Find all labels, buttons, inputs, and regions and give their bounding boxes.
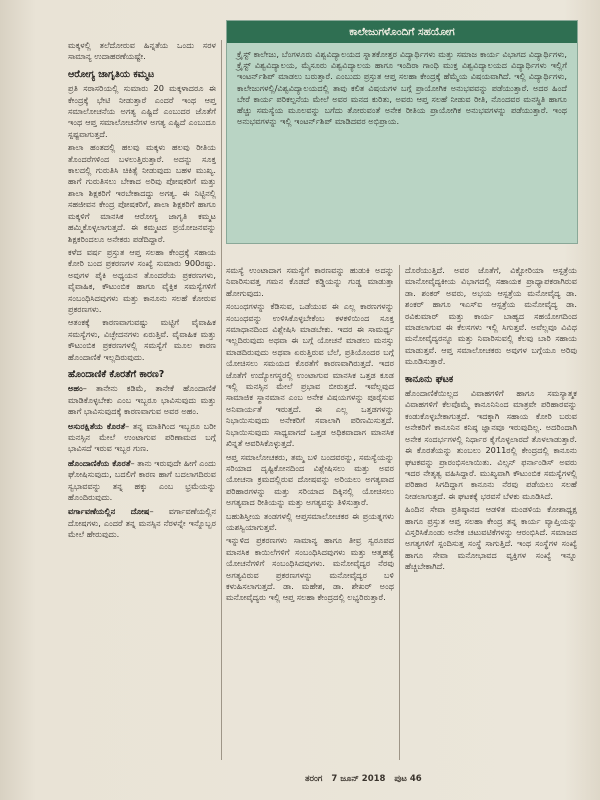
bullet-text: – ತನ್ನ ಮಾತಿಗಿಂದ ಇಬ್ಬರೂ ಬರೀ ಮನಸ್ಸಿನ ಮೇಲೆ ಉಂಟಾಗುವ ಪರಿಣಾಮದ ಬಗ್ಗೆ ಭಾವಿಸದೆ ಇರುವ ಇಬ್ಬರ ಗುಣ. (68, 420, 216, 454)
bullet-text: – ತಾನು ಇರುವುದೇ ಹೀಗೆ ಎಂದು ಘೋಷಿಸುವುದು, ಬದಲಿಗೆ ಕಾರಣ ಹಾಗೆ ಬದಲಾಗದಿರುವ ಸ್ವಭಾವವನ್ನು ತನ್ನ ಹಕ್ಕು ಎಂಬ ಭ್ರಮೆಯನ್ನು ಹೊಂದಿರುವುದು. (68, 457, 216, 503)
bullet-head: ಹೊಂದಾಣಿಕೆಯ ಕೊರತೆ (68, 457, 131, 468)
paragraph: ಪ್ರತಿ ಸರಾಸರಿಯಲ್ಲಿ ಸುಮಾರು 20 ಮಕ್ಕಳಾದರೂ ಈ ಕೇಂದ್ರಕ್ಕೆ ಭೇಟಿ ನೀಡುತ್ತಾರೆ ಎಂದರೆ ಇಂಥ ಆಪ್ತ ಸಮಾಲೋಚನೆಯ ಅಗತ್ಯ ಎಷ್ಟಿದೆ ಎಂಬುದರ ಜೊತೆಗೆ ಇಂಥ ಆಪ್ತ ಸಮಾಲೋಚನೆಗಳ ಅಗತ್ಯ ಎಷ್ಟಿದೆ ಎಂಬುದೂ ಸ್ಪಷ್ಟವಾಗುತ್ತದೆ. (68, 83, 216, 139)
bullet-head: ವರ್ಗಾವಣೆಯಲ್ಲಿನ ದೋಷ (68, 506, 150, 517)
paragraph: ಇನ್ನುಳಿದ ಪ್ರಕರಣಗಳು ಸಾಮಾನ್ಯ ಹಾಗೂ ತೀವ್ರ ಸ್ವರೂಪದ ಮಾನಸಿಕ ಕಾಯಿಲೆಗಳಿಗೆ ಸಂಬಂಧಿಸಿದವುಗಳು ಮತ್ತು ಆತ್ಮಹತ್ಯೆ ಯೋಚನೆಗಳಿಗೆ ಸಂಬಂಧಿಸಿದವುಗಳು. ಮನೋವೈದ್ಯರ ನೆರವು ಅಗತ್ಯವಿರುವ ಪ್ರಕರಣಗಳನ್ನು ಮನೋವೈದ್ಯರ ಬಳಿ ಕಳುಹಿಸಲಾಗುತ್ತದೆ. ಡಾ. ಮಹೇಶ, ಡಾ. ಶೇಖರ್ ಅಂಥ ಮನೋವೈದ್ಯರು ಇಲ್ಲಿ ಆಪ್ತ ಸಲಹಾ ಕೇಂದ್ರದಲ್ಲಿ ಲಭ್ಯರಿರುತ್ತಾರೆ. (226, 535, 394, 603)
column-divider (221, 40, 222, 760)
paragraph: ಆತಂಕಕ್ಕೆ ಕಾರಣವಾಗುವಷ್ಟು ಮಟ್ಟಿಗೆ ವೈವಾಹಿಕ ಸಮಸ್ಯೆಗಳು, ವಿಚ್ಛೇದನಗಳು ಏರುತ್ತಿವೆ. ವೈವಾಹಿಕ ಮತ್ತು ಕೌಟುಂಬಿಕ ಪ್ರಕರಣಗಳಲ್ಲಿ ಸಮಸ್ಯೆಗೆ ಮೂಲ ಕಾರಣ ಹೊಂದಾಣಿಕೆ ಇಲ್ಲದಿರುವುದು. (68, 317, 216, 362)
paragraph: ದೊರೆಯುತ್ತಿದೆ. ಅವರ ಜೊತೆಗೆ, ವಿಕ್ಟೋರಿಯಾ ಆಸ್ಪತ್ರೆಯ ಮಾನೋವೈದ್ಯಕೀಯ ವಿಭಾಗದಲ್ಲಿ ಸಹಾಯಕ ಪ್ರಾಧ್ಯಾಪಕರಾಗಿರುವ ಡಾ. ಶಂಕರ್ ಅವರು, ಅಭಯ ಆಸ್ಪತ್ರೆಯ ಮನೋವೈದ್ಯ ಡಾ. ಶಂಕರ್ ಹಾಗೂ ಇಎಸ್‌ಐ ಆಸ್ಪತ್ರೆಯ ಮನೋವೈದ್ಯ ಡಾ. ರವಿಕುಮಾರ್ ಮತ್ತು ಕಾರ್ಯ ಬಾಹ್ಯದ ಸಹಯೋಗದಿಂದ ಮಾಡಲಾಗುವ ಈ ಕೆಲಸಗಳು ಇಲ್ಲಿ ಸಿಗುತ್ತವೆ. ಅವೆಲ್ಲವೂ ವಿವಿಧ ಮನೋವೈದ್ಯರನ್ನೂ ಮತ್ತು ನಿವಾರಿಸುವಲ್ಲಿ ಕೆಲವು ಬಾರಿ ಸಹಾಯ ಮಾಡುತ್ತವೆ. ಆಪ್ತ ಸಮಾಲೋಚಕರು ಅವುಗಳ ಬಗ್ಗೆಯೂ ಅರಿವು ಮೂಡಿಸುತ್ತಾರೆ. (405, 265, 577, 367)
paragraph: ಶಾಲಾ ಹಂತದಲ್ಲಿ ಹಲವು ಮಕ್ಕಳು ಹಲವು ರೀತಿಯ ತೊಂದರೆಗಳಿಂದ ಬಳಲುತ್ತಿರುತ್ತಾರೆ. ಅದನ್ನು ಸೂಕ್ತ ಕಾಲದಲ್ಲಿ ಗುರುತಿಸಿ ಚಿಕಿತ್ಸೆ ನೀಡುವುದು ಬಹಳ ಮುಖ್ಯ. ಹಾಗೆ ಗುರುತಿಸಲು ಬೇಕಾದ ಅರಿವು ಪೋಷಕರಿಗೆ ಮತ್ತು ಶಾಲಾ ಶಿಕ್ಷಕರಿಗೆ ಇರಬೇಕಾದದ್ದು ಅಗತ್ಯ. ಈ ನಿಟ್ಟಿನಲ್ಲಿ ಸಹಜೀವನ ಕೇಂದ್ರ ಪೋಷಕರಿಗೆ, ಶಾಲಾ ಶಿಕ್ಷಕರಿಗೆ ಹಾಗೂ ಮಕ್ಕಳಿಗೆ ಮಾನಸಿಕ ಆರೋಗ್ಯ ಜಾಗೃತಿ ಕಮ್ಮಟ ಹಮ್ಮಿಕೊಳ್ಳಲಾಗುತ್ತದೆ. ಈ ಕಮ್ಮಟದ ಪ್ರಯೋಜನವನ್ನು ಶಿಕ್ಷಕರಿಂದಲೂ ಅನೇಕರು ಪಡೆದಿದ್ದಾರೆ. (68, 142, 216, 244)
column-left (68, 40, 216, 544)
bullet-item (68, 458, 216, 504)
paragraph: ಹೊಂದಾಣಿಕೆಯಿಲ್ಲದ ವಿವಾಹಗಳಿಗೆ ಹಾಗೂ ಸಮಸ್ಯಾತ್ಮಕ ವಿವಾಹಗಳಿಗೆ ಕೆಲವೊಮ್ಮೆ ಕಾನೂನಿನಿಂದ ಮಾತ್ರವೇ ಪರಿಹಾರವನ್ನು ಕಂಡುಕೊಳ್ಳಬೇಕಾಗುತ್ತದೆ. ಇದಕ್ಕಾಗಿ ಸಹಾಯ ಕೋರಿ ಬರುವ ಅನೇಕರಿಗೆ ಕಾನೂನಿನ ಕನಿಷ್ಠ ಜ್ಞಾನವೂ ಇರುವುದಿಲ್ಲ. ಅದರಿಂದಾಗಿ ಅನೇಕ ಸಂದರ್ಭಗಳಲ್ಲಿ ನಿರ್ಧಾರ ಕೈಗೊಳ್ಳಲಾರದೆ ತೊಳಲಾಡುತ್ತಾರೆ. ಈ ಕೊರತೆಯನ್ನು ತುಂಬಲು 2011ರಲ್ಲಿ ಕೇಂದ್ರದಲ್ಲಿ ಕಾನೂನು ಘಟಕವನ್ನು ಪ್ರಾರಂಭಿಸಲಾಯಿತು. ವಿಲ್ಸನ್ ಫರ್ನಾಂಡಿಸ್ ಅವರು ಇದರ ನೇತೃತ್ವ ವಹಿಸಿದ್ದಾರೆ. ಮುಖ್ಯವಾಗಿ ಕೌಟುಂಬಿಕ ಸಮಸ್ಯೆಗಳಲ್ಲಿ ಪರಿಹಾರ ಸಿಗದಿದ್ದಾಗ ಕಾನೂನು ನೆರವು ಪಡೆಯಲು ಸಲಹೆ ನೀಡಲಾಗುತ್ತದೆ. ಈ ಘಟಕಕ್ಕೆ ಭರವಸೆ ಬೆಳಕು ಮೂಡಿಸಿದೆ. (405, 388, 577, 501)
box-text: ಕ್ರೈಸ್ಟ್ ಕಾಲೇಜು, ಬೆಂಗಳೂರು ವಿಶ್ವವಿದ್ಯಾಲಯದ ಸ್ನಾತಕೋತ್ತರ ವಿದ್ಯಾರ್ಥಿಗಳು ಮತ್ತು ಸಮಾಜ ಕಾರ್ಯ ವಿಭಾಗದ ವಿದ್ಯಾರ್ಥಿಗಳು, ಕ್ರೈಸ್ಟ್ ವಿಶ್ವವಿದ್ಯಾಲಯ, ಮೈಸೂರು ವಿಶ್ವವಿದ್ಯಾಲಯ ಹಾಗೂ ಇಂದಿರಾ ಗಾಂಧಿ ಮುಕ್ತ ವಿಶ್ವವಿದ್ಯಾಲಯದ ವಿದ್ಯಾರ್ಥಿಗಳು ಇಲ್ಲಿಗೆ ಇಂಟರ್ನ್‌ಶಿಪ್ ಮಾಡಲು ಬರುತ್ತಾರೆ. ಎಂಬುದು ಪ್ರಸ್ತುತ ಆಪ್ತ ಸಲಹಾ ಕೇಂದ್ರಕ್ಕೆ ಹೆಮ್ಮೆಯ ವಿಷಯವಾಗಿದೆ. ಇಲ್ಲಿ ವಿದ್ಯಾರ್ಥಿಗಳು, ಕಾಲೇಜುಗಳಲ್ಲಿ/ವಿಶ್ವವಿದ್ಯಾಲಯದಲ್ಲಿ ತಾವು ಕಲಿತ ವಿಷಯಗಳ ಬಗ್ಗೆ ಪ್ರಾಯೋಗಿಕ ಅನುಭವವನ್ನು ಪಡೆಯುತ್ತಾರೆ. ಅದರ ಹಿಂದೆ ಬೇರೆ ಕಾರ್ಯ ಪರಿಕಲ್ಪನೆಯ ಮೇಲೆ ಅವರ ಮನದ ಕುರಿತು, ಅವರು ಆಪ್ತ ಸಲಹೆ ನೀಡುವ ರೀತಿ, ನೊಂದವರ ಮನಸ್ಥಿತಿ ಹಾಗೂ ಹೆಚ್ಚು ಸಮಸ್ಯೆಯ ಮೂಲವನ್ನು ಬಗೆದು ತೋರುವಂತೆ ಅನೇಕ ರೀತಿಯ ಪ್ರಾಯೋಗಿಕ ಅನುಭವಗಳನ್ನು ಪಡೆಯುತ್ತಾರೆ. ಇಂಥ ಅನುಭವಗಳನ್ನು ಇಲ್ಲಿ ಇಂಟರ್ನ್‌ಶಿಪ್ ಮಾಡಿದವರ ಅಭಿಪ್ರಾಯ. (237, 49, 567, 127)
bullet-item (68, 506, 216, 540)
sidebar-box (226, 20, 578, 244)
bullet-item (68, 383, 216, 417)
paragraph: ಹಿಂದಿನ ಸೇವಾ ಪ್ರತಿಷ್ಠಾನದ ಆಡಳಿತ ಮಂಡಳಿಯ ಕೋಶಾಧ್ಯಕ್ಷ ಹಾಗೂ ಪ್ರಸ್ತುತ ಆಪ್ತ ಸಲಹಾ ಕೇಂದ್ರ ತನ್ನ ಕಾರ್ಯ ವ್ಯಾಪ್ತಿಯನ್ನು ವಿಸ್ತರಿಸಿಕೊಂಡು ಅನೇಕ ಚಟುವಟಿಕೆಗಳನ್ನು ಆರಂಭಿಸಿದೆ. ಸಮಾಜದ ಅಗತ್ಯಗಳಿಗೆ ಸ್ಪಂದಿಸುತ್ತ ಸಂಸ್ಥೆ ಸಾಗುತ್ತಿದೆ. ಇಂಥ ಸಂಸ್ಥೆಗಳ ಸಂಖ್ಯೆ ಹಾಗೂ ಸೇವಾ ಮನೋಭಾವದ ವ್ಯಕ್ತಿಗಳ ಸಂಖ್ಯೆ ಇನ್ನೂ ಹೆಚ್ಚಬೇಕಾಗಿದೆ. (405, 504, 577, 572)
paragraph: ಬಹುಶಿಸ್ತೀಯ ತಂಡಗಳಲ್ಲಿ ಆಪ್ತಸಮಾಲೋಚಕರ ಈ ಪ್ರಯತ್ನಗಳು ಯಶಸ್ವಿಯಾಗುತ್ತವೆ. (226, 510, 394, 532)
magazine-name: ತರಂಗ (305, 774, 323, 784)
bullet-item (68, 421, 216, 455)
bullet-head: ಅಸುರಕ್ಷಿತೆಯ ಕೊರತೆ (68, 420, 126, 431)
box-title: ಕಾಲೇಜುಗಳೊಂದಿಗೆ ಸಹಯೋಗ (227, 21, 577, 43)
paragraph: ಸಮಸ್ಯೆ ಉಂಟಾದಾಗ ಸಮಸ್ಯೆಗೆ ಕಾರಣವನ್ನು ಹುಡುಕಿ ಅದನ್ನು ನಿವಾರಿಸುವತ್ತ ಗಮನ ಕೊಡದೆ ಕಡ್ಡಿಯನ್ನು ಗುಡ್ಡ ಮಾಡುತ್ತಾ ಹೋಗುವುದು. (226, 265, 394, 298)
section-heading-legal: ಕಾನೂನು ಘಟಕ (405, 373, 454, 385)
column-right (405, 265, 577, 575)
bullet-text: – ತಾನೇನು ಕಡಿಮೆ, ತಾನೇಕೆ ಹೊಂದಾಣಿಕೆ ಮಾಡಿಕೊಳ್ಳಬೇಕು ಎಂಬ ಇಬ್ಬರೂ ಭಾವಿಸುವುದು ಮತ್ತು ಹಾಗೆ ಭಾವಿಸುವುದಕ್ಕೆ ಕಾರಣವಾಗುವ ಅವರ ಅಹಂ. (68, 383, 216, 417)
paragraph: ಸಂಬಂಧಗಳನ್ನು ಕೆಡಿಸುವ, ಒಡೆಯುವ ಈ ಎಲ್ಲ ಕಾರಣಗಳನ್ನು ಸಂಬಂಧವನ್ನು ಉಳಿಸಿಕೊಳ್ಳಬೇಕೆಂಬ ಕಳಕಳಿಯಿಂದ ಸೂಕ್ತ ಸಮಾಧಾನದಿಂದ ವಿಶ್ಲೇಷಿಸಿ ಮಾಡಬೇಕು. ಇದರ ಈ ಸಾಮರ್ಥ್ಯ ಇಲ್ಲದಿರುವುದು ಅಥವಾ ಈ ಬಗ್ಗೆ ಯೋಚನೆ ಮಾಡಲು ಮನಸ್ಸು ಮಾಡದಿರುವುದು ಅಥವಾ ಏರುತ್ತಿರುವ ಬೆಲೆ, ಪ್ರತಿಯೊಂದರ ಬಗ್ಗೆ ಯೋಚಿಸಲು ಸಮಯದ ಕೊರತೆಗೆ ಕಾರಣವಾಗಿರುತ್ತದೆ. ಇದರ ಜೊತೆಗೆ ಉದ್ಯೋಗಸ್ಥರಲ್ಲಿ ಉಂಟಾಗುವ ಮಾನಸಿಕ ಒತ್ತಡ ಕೂಡ ಇಲ್ಲಿ ಮನಸ್ಸಿನ ಮೇಲೆ ಪ್ರಭಾವ ಬೀರುತ್ತದೆ. ಇವೆಲ್ಲವುದ ಸಾಮಾಜಿಕ ಸ್ಥಾನಮಾನ ಎಂಬ ಅನೇಕ ವಿಷಯಗಳನ್ನು ಪೂರೈಸುವ ಅನಿವಾರ್ಯತೆ ಇರುತ್ತದೆ. ಈ ಎಲ್ಲ ಒತ್ತಡಗಳನ್ನು ನಿಭಾಯಿಸುವುದು ಅನೇಕರಿಗೆ ಸವಾಲಾಗಿ ಪರಿಣಮಿಸುತ್ತದೆ. ನಿಭಾಯಿಸುವುದು ಸಾಧ್ಯವಾಗದೆ ಒತ್ತಡ ಅಧಿಕವಾದಾಗ ಮಾನಸಿಕ ಖಿನ್ನತೆ ಆವರಿಸಿಕೊಳ್ಳುತ್ತದೆ. (226, 301, 394, 449)
section-heading-awareness: ಆರೋಗ್ಯ ಜಾಗೃತಿಯ ಕಮ್ಮಟ (68, 68, 155, 80)
bullet-head: ಅಹಂ (68, 383, 83, 394)
column-middle (226, 265, 394, 606)
page-number: ಪುಟ 46 (394, 774, 422, 784)
section-heading-reasons: ಹೊಂದಾಣಿಕೆ ಕೊರತೆಗೆ ಕಾರಣ? (68, 368, 165, 380)
column-divider (399, 265, 400, 760)
paragraph: ಆಪ್ತ ಸಮಾಲೋಚಕರು, ತಮ್ಮ ಬಳಿ ಬಂದವರನ್ನು, ಸಮಸ್ಯೆಯನ್ನು ಸರಿಯಾದ ದೃಷ್ಟಿಕೋನದಿಂದ ವಿಶ್ಲೇಷಿಸಲು ಮತ್ತು ಅವರ ಯೋಚನಾ ಕ್ರಮದಲ್ಲಿರುವ ದೋಷವನ್ನು ಅರಿಯಲು ಅಗತ್ಯವಾದ ಪರಿಹಾರಗಳನ್ನು ಮತ್ತು ಸರಿಯಾದ ದಿಕ್ಕಿನಲ್ಲಿ ಯೋಚಿಸಲು ಅಗತ್ಯವಾದ ರೀತಿಯನ್ನು ಮತ್ತು ಅಗತ್ಯವನ್ನು ತಿಳಿಸುತ್ತಾರೆ. (226, 451, 394, 508)
issue-date: 7 ಜೂನ್ 2018 (331, 774, 386, 784)
intro-text: ಮಕ್ಕಳಲ್ಲಿ ತಲೆದೋರುವ ಹಿನ್ನತೆಯ ಒಂದು ಸರಳ ಸಾಮಾನ್ಯ ಉದಾಹರಣೆಯಷ್ಟೇ. (68, 40, 216, 62)
paragraph: ಕಳೆದ ವರ್ಷ ಪ್ರಸ್ತುತ ಆಪ್ತ ಸಲಹಾ ಕೇಂದ್ರಕ್ಕೆ ಸಹಾಯ ಕೋರಿ ಬಂದ ಪ್ರಕರಣಗಳ ಸಂಖ್ಯೆ ಸುಮಾರು 900ರಷ್ಟು. ಅವುಗಳ ಪೈಕಿ ಅಧ್ಯಯನ ತೊಂದರೆಯ ಪ್ರಕರಣಗಳು, ವೈವಾಹಿಕ, ಕೌಟುಂಬಿಕ ಹಾಗೂ ವೈಕ್ತಿಕ ಸಮಸ್ಯೆಗಳಿಗೆ ಸಂಬಂಧಿಸಿದವುಗಳು ಮತ್ತು ಕಾನೂನು ಸಲಹೆ ಕೋರುವ ಪ್ರಕರಣಗಳು. (68, 246, 216, 314)
bullet-text: – ವರ್ಗಾವಣೆಯಲ್ಲಿನ ದೋಷಗಳು, ಎಂದರೆ ತನ್ನ ಮನಸ್ಸಿನ ನೆರಳನ್ನೇ ಇನ್ನೊಬ್ಬರ ಮೇಲೆ ಹೇರುವುದು. (68, 506, 217, 540)
page-footer (305, 774, 428, 784)
